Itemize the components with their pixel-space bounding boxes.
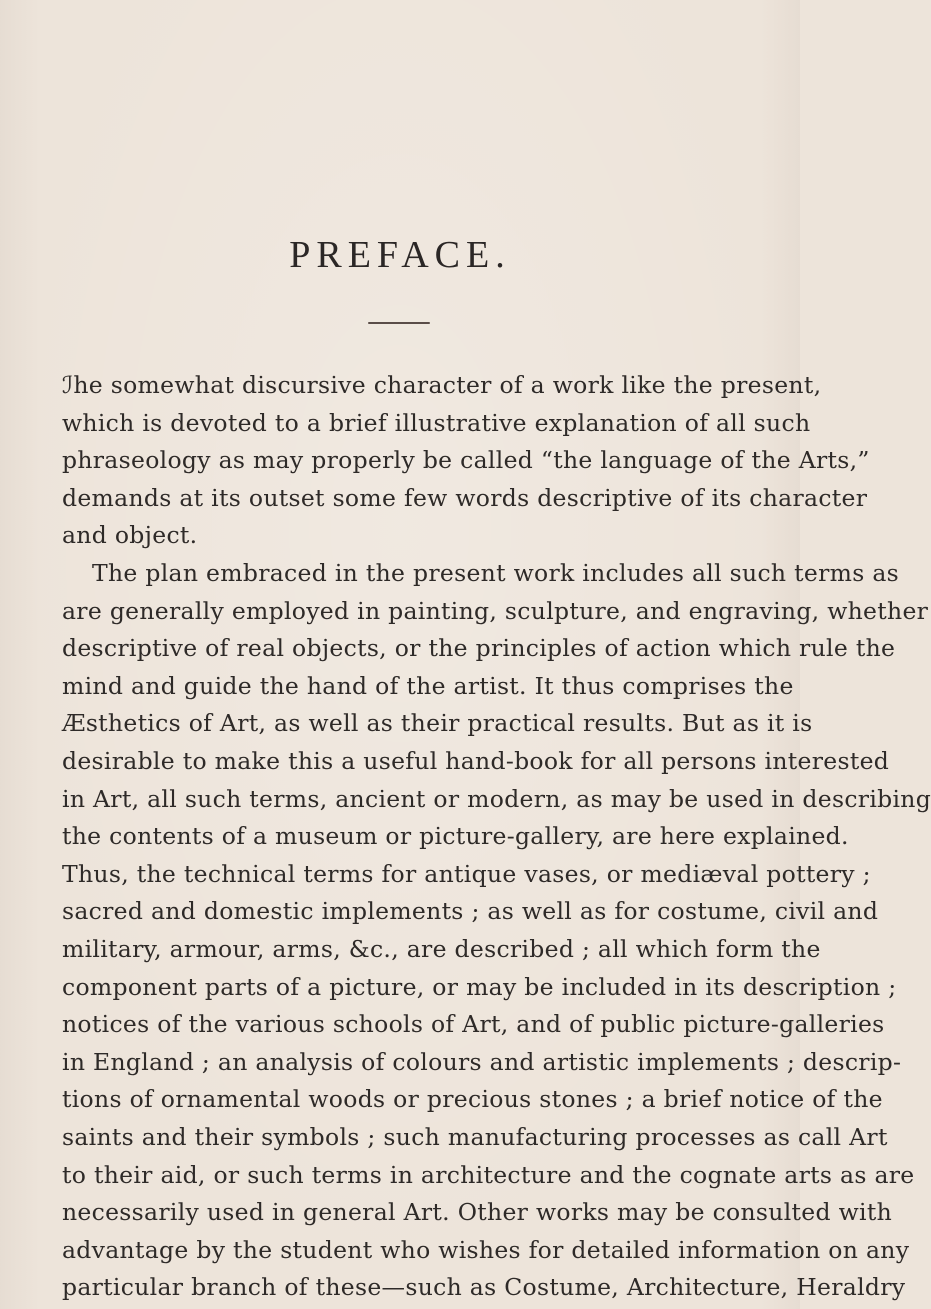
text-line: demands at its outset some few words descriptive of its character bbox=[62, 484, 868, 512]
text-line: sacred and domestic implements ; as well as for costume, civil and bbox=[62, 897, 879, 925]
text-line: descriptive of real objects, or the principles of action which rule the bbox=[62, 634, 896, 662]
text-line: in Art, all such terms, ancient or modern, as may be used in describing bbox=[62, 785, 931, 813]
text-line: particular branch of these—such as Costume, Architecture, Heraldry bbox=[62, 1273, 906, 1301]
text-line: Æsthetics of Art, as well as their practical results. But as it is bbox=[62, 709, 813, 737]
text-line: component parts of a picture, or may be included in its description ; bbox=[62, 973, 897, 1001]
text-line: necessarily used in general Art. Other works may be consulted with bbox=[62, 1198, 893, 1226]
text-line: saints and their symbols ; such manufacturing processes as call Art bbox=[62, 1123, 888, 1151]
text-line: notices of the various schools of Art, and of public picture-galleries bbox=[62, 1010, 885, 1038]
text-line: mind and guide the hand of the artist. It thus comprises the bbox=[62, 672, 794, 700]
text-line: The plan embraced in the present work includes all such terms as bbox=[92, 559, 899, 587]
page-title: PREFACE. bbox=[289, 234, 511, 276]
text-line: phraseology as may properly be called “the language of the Arts,” bbox=[62, 446, 870, 474]
text-line: military, armour, arms, &c., are described ; all which form the bbox=[62, 935, 821, 963]
text-line: desirable to make this a useful hand-book for all persons interested bbox=[62, 747, 890, 775]
text-line: to their aid, or such terms in architecture and the cognate arts as are bbox=[62, 1161, 915, 1189]
text-line: advantage by the student who wishes for detailed information on any bbox=[62, 1236, 910, 1264]
text-line: ℐhe somewhat discursive character of a work like the present, bbox=[62, 371, 822, 399]
text-line: which is devoted to a brief illustrative explanation of all such bbox=[62, 409, 811, 437]
text-line: tions of ornamental woods or precious stones ; a brief notice of the bbox=[62, 1085, 883, 1113]
text-line: in England ; an analysis of colours and artistic implements ; descrip- bbox=[62, 1048, 902, 1076]
text-line: and object. bbox=[62, 521, 198, 549]
text-line: are generally employed in painting, sculpture, and engraving, whether bbox=[62, 597, 929, 625]
text-line: the contents of a museum or picture-gallery, are here explained. bbox=[62, 822, 849, 850]
title-divider bbox=[368, 322, 430, 324]
text-line: Thus, the technical terms for antique vases, or mediæval pottery ; bbox=[62, 860, 871, 888]
